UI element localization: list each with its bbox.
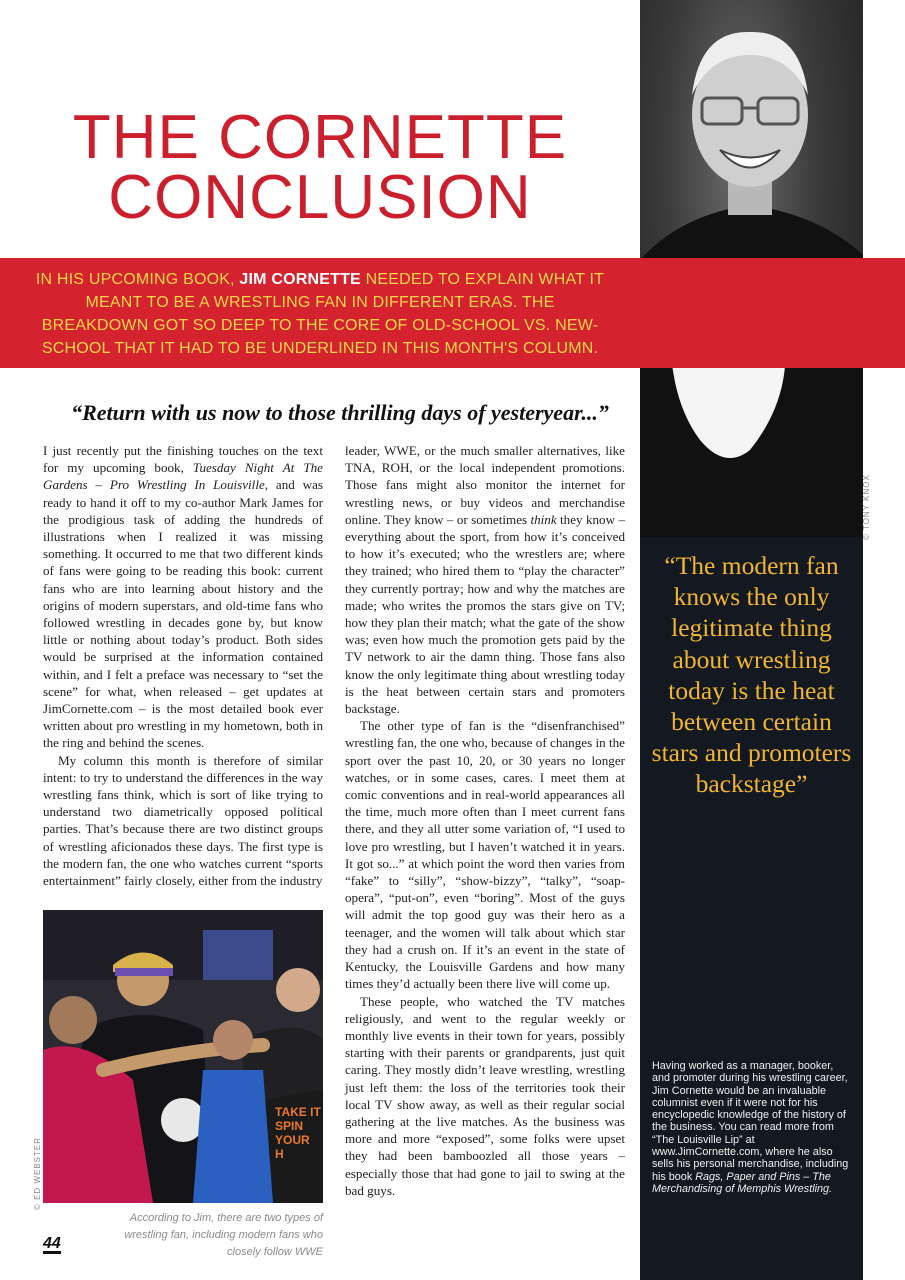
intro-post: NEEDED TO EXPLAIN WHAT IT MEANT TO BE A WRESTLING FAN IN DIFFERENT ERAS. THE BREAKDOWN GOT SO DEEP TO THE CORE OF OLD-SCHOOL VS. NEW-SCHOOL THAT IT HAD TO BE UNDERLINED IN THIS MONTH'S COLUMN. bbox=[41, 271, 605, 357]
author-bio bbox=[652, 1060, 852, 1195]
text-run: they know – everything about the sport, from how it’s conceived to how it’s executed; who the wrestlers are; where they trained; who hired them to “play the character” they currently portray; how and why the matches are made; who writes the promos the stars give on TV; how they plan their match; what the gate of the show was; even how much the promotion gets paid by the TV network to air the damn thing. Those fans also know the only legitimate thing about wrestling today is the heat between certain stars and promoters backstage. bbox=[345, 511, 625, 717]
intro-pre: IN HIS UPCOMING BOOK, bbox=[35, 271, 240, 288]
paragraph: My column this month is therefore of similar intent: to try to understand the differences in the way wrestling fans think, which is sort of like trying to understand two diametrically opposed political parties. That’s because there are two distinct groups of wrestling aficionados these days. The first type is the modern fan, the one who watches current “sports entertainment” fairly closely, either from the industry bbox=[43, 752, 323, 889]
paragraph: These people, who watched the TV matches religiously, and went to the regular weekly or monthly live events in their town for years, possibly starting with their parents or grandparents, just quit caring. They mostly didn’t leave wrestling, wrestling just left them: the loss of the territories took their local TV show away, as well as their regular social gathering at the live matches. As the business was more and more “exposed”, some folks were upset they had been bamboozled all those years – especially those that had gone to jail to swing at the bad guys. bbox=[345, 993, 625, 1198]
paragraph: The other type of fan is the “disenfranchised” wrestling fan, the one who, because of changes in the sport over the past 10, 20, or 30 years no longer watches, or in some cases, cares. I meet them at comic conventions and in real-world appearances all the time, much more often than I meet current fans there, and they all utter some variation of, “I used to love pro wrestling, but I haven’t watched it in years. It got so...” at which point the word then varies from “fake” to “silly”, “show-bizzy”, “talky”, “soap-opera”, “put-on”, even “boring”. Most of the guys will admit the top good guy was their hero as a teenager, and the women will talk about which star they had a crush on. If it’s an event in the state of Kentucky, the Louisville Gardens and how many times they’d actually been there live will come up. bbox=[345, 718, 625, 992]
paragraph bbox=[345, 442, 625, 717]
bio-book-title: Rags, Paper and Pins – The Merchandising of Memphis Wrestling. bbox=[652, 1170, 833, 1195]
page-number: 44 bbox=[43, 1235, 61, 1252]
photo-caption: According to Jim, there are two types of wrestling fan, including modern fans who closely follow WWE bbox=[124, 1212, 323, 1258]
title-line-1: THE CORNETTE bbox=[72, 103, 568, 172]
intro-text bbox=[30, 268, 610, 360]
photo-credit-bottom: © ED WEBSTER bbox=[33, 1136, 42, 1210]
text-run: leader, WWE, or the much smaller alternatives, like TNA, ROH, or the local independent promotions. Those fans might also monitor the internet for wrestling news, or buy videos and merchandise online. They know – or sometimes bbox=[345, 443, 625, 527]
book-title: Tuesday Night At The Gardens – Pro Wrestling In Louisville bbox=[43, 460, 323, 493]
article-column-2 bbox=[345, 442, 625, 1199]
intro-name: JIM CORNETTE bbox=[239, 271, 361, 288]
photo-credit-top: © TONY KNOX bbox=[862, 474, 871, 540]
emphasis: think bbox=[530, 511, 557, 527]
article-column-1 bbox=[43, 442, 323, 889]
headline-quote: “Return with us now to those thrilling days of yesteryear...” bbox=[71, 400, 609, 425]
page-title bbox=[0, 103, 640, 232]
paragraph bbox=[43, 442, 323, 752]
text-run: I just recently put the finishing touches on the text for my upcoming book, bbox=[43, 443, 323, 476]
bio-text: Having worked as a manager, booker, and promoter during his wrestling career, Jim Cornette would be an invaluable columnist even if it were not for his encyclopedic knowledge of the history of the business. You can read more from “The Louisville Lip” at www.JimCornette.com, where he also sells his personal merchandise, including his book bbox=[652, 1060, 849, 1183]
title-line-2: CONCLUSION bbox=[108, 163, 532, 232]
pull-quote: “The modern fan knows the only legitimate thing about wrestling today is the heat between certain stars and promoters backstage” bbox=[651, 551, 852, 799]
fans-photo bbox=[43, 910, 323, 1203]
text-run: , and was ready to hand it off to my co-author Mark James for the prodigious task of adding the hundreds of illustrations when I realized it was missing something. It occurred to me that two different kinds of fans were going to be reading this book: current fans who are into learning about history and the origins of modern superstars, and old-time fans who followed wrestling in decades gone by, but know little or nothing about today’s product. Both sides would be surprised at the information contained within, and I felt a preface was necessary to “set the scene” for what, when released – get updates at JimCornette.com – is the most detailed book ever written about pro wrestling in my hometown, both in the ring and behind the scenes. bbox=[43, 477, 323, 751]
shirt-text: TAKE IT SPIN YOUR H bbox=[275, 1105, 321, 1161]
